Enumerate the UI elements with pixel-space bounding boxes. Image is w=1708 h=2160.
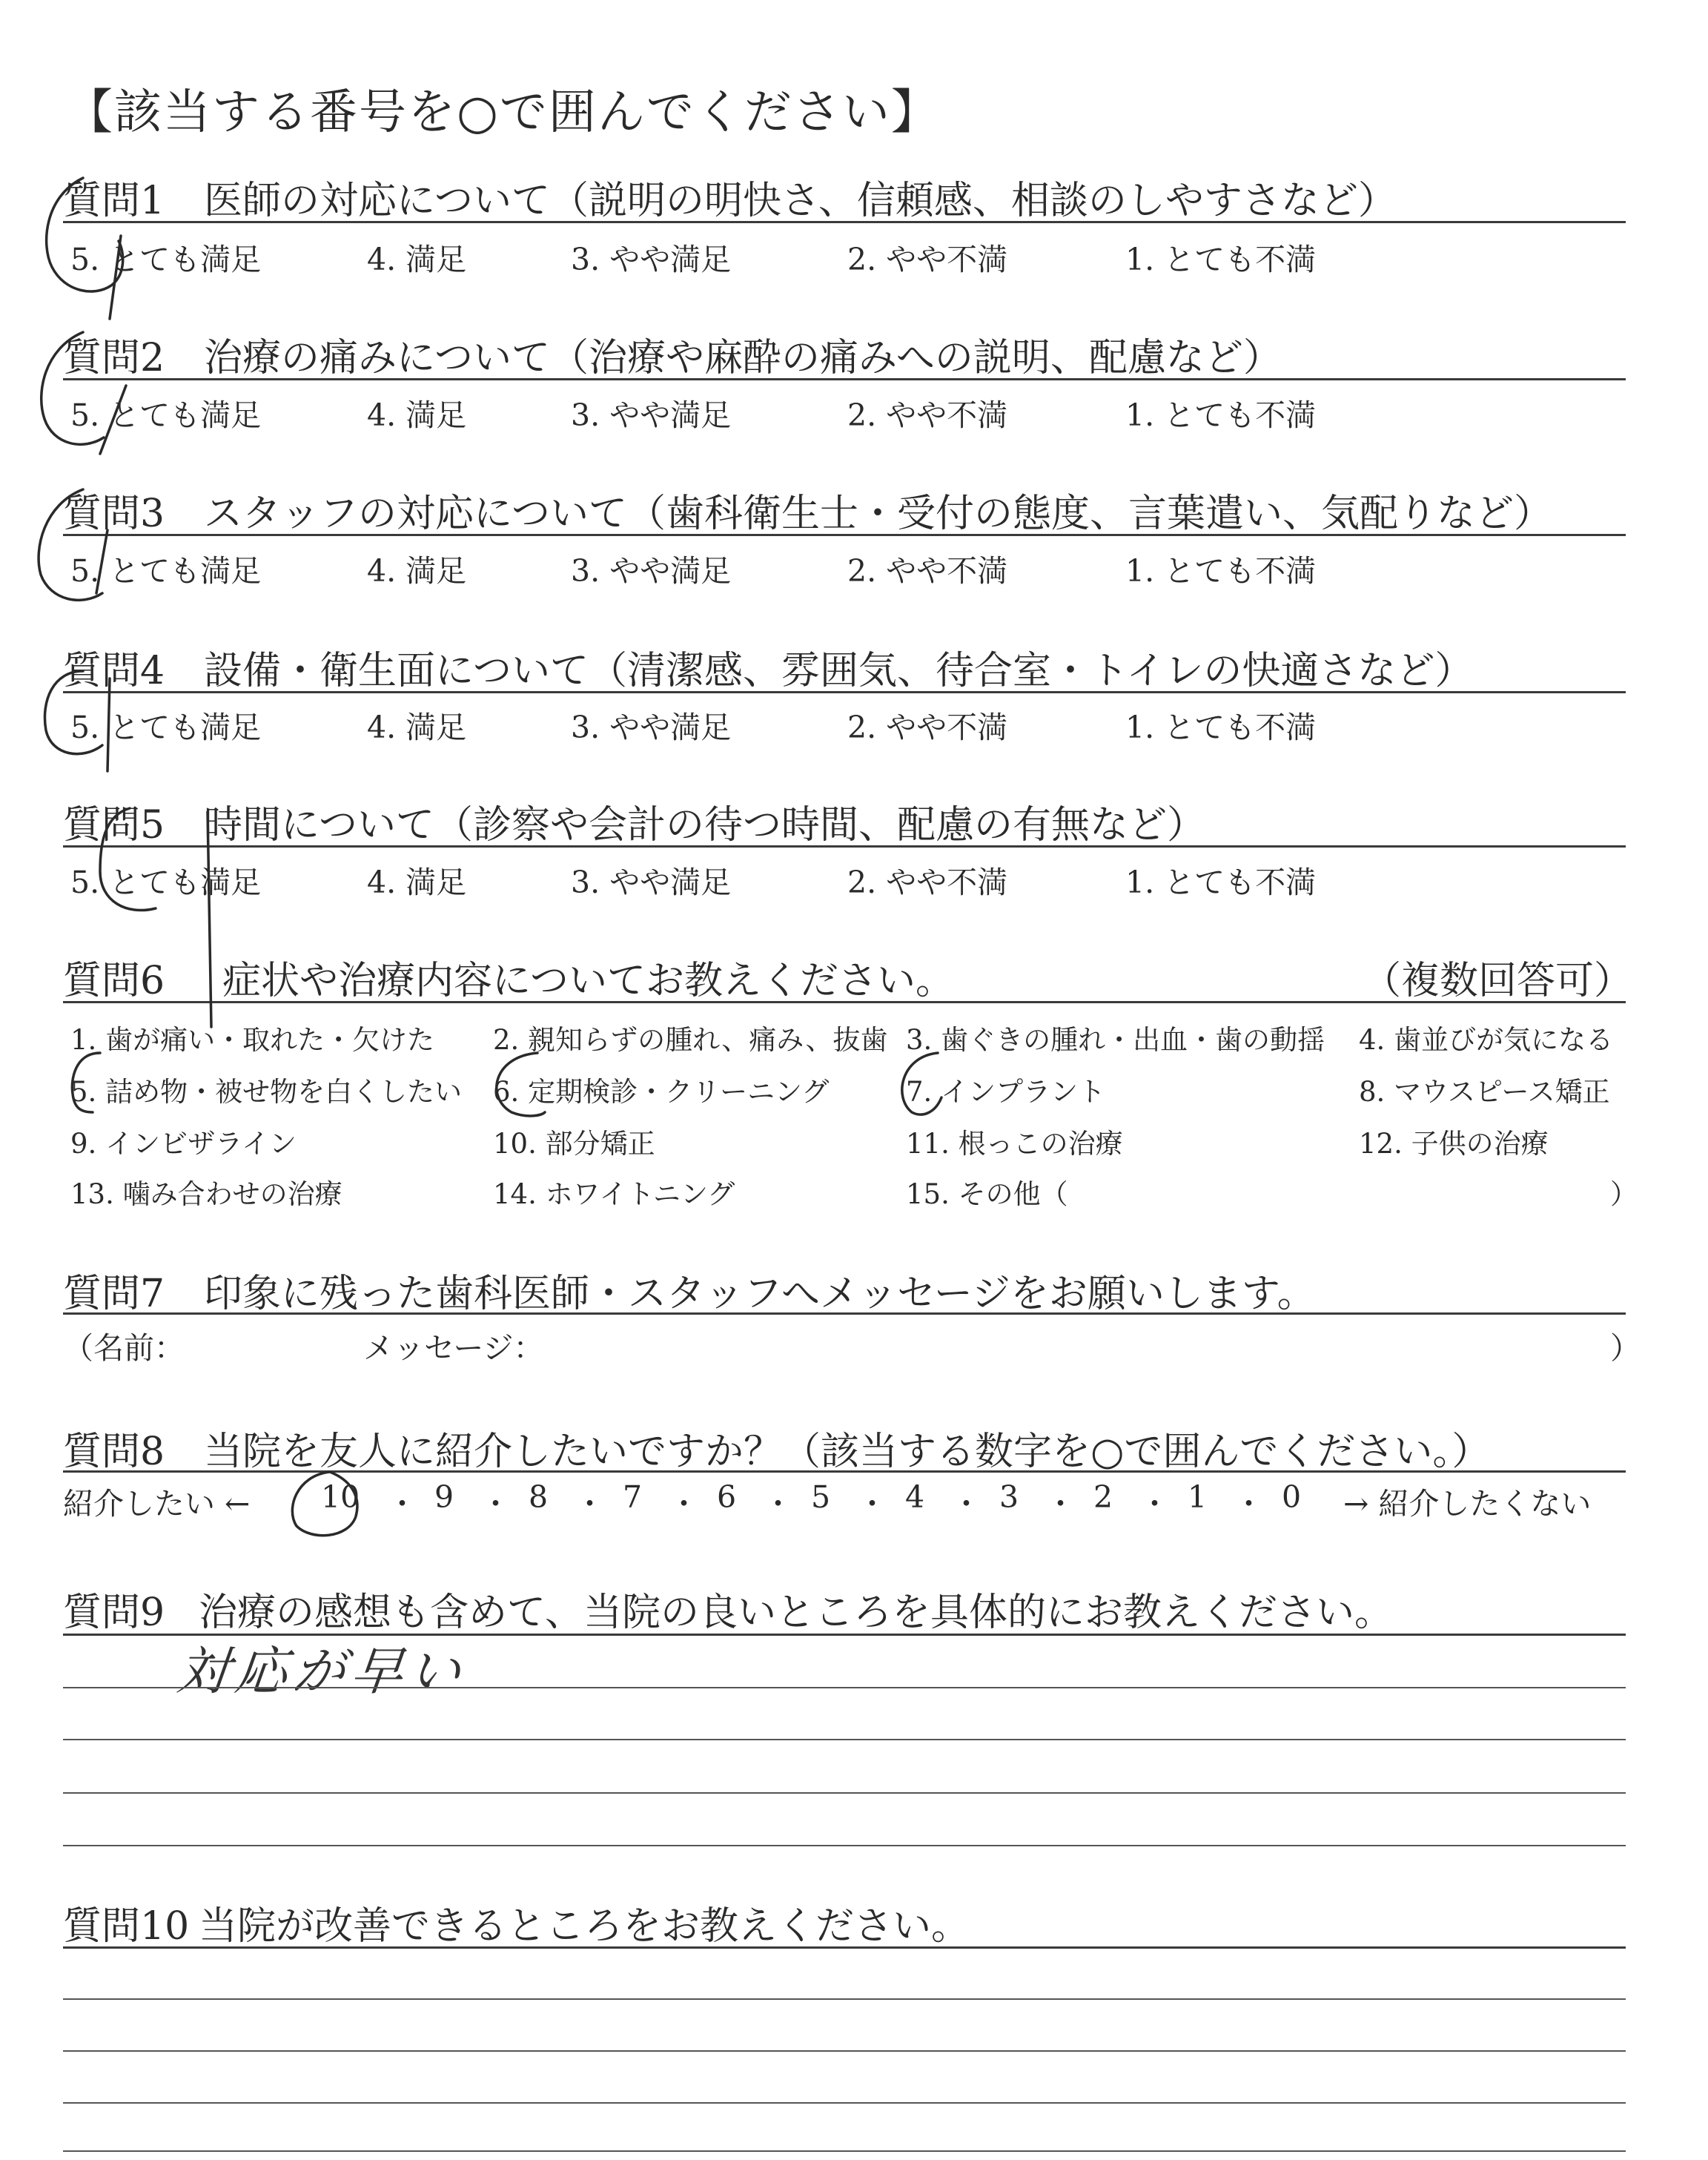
q7-rule	[63, 1312, 1626, 1315]
q7-message-label: メッセージ：	[363, 1330, 544, 1366]
q2-option-2[interactable]: 2. やや不満	[847, 397, 1008, 433]
q8-left-label: 紹介したい ←	[63, 1486, 251, 1522]
q6-item-6[interactable]: 6. 定期検診・クリーニング	[493, 1076, 830, 1108]
q2-label: 質問2	[63, 336, 165, 380]
q3-text: スタッフの対応について（歯科衛生士・受付の態度、言葉遣い、気配りなど）	[204, 492, 1552, 536]
q9-answer-line	[63, 1792, 1626, 1794]
q8-separator: ・	[857, 1486, 887, 1522]
q1-rule	[63, 221, 1626, 223]
q3-option-3[interactable]: 3. やや満足	[571, 553, 732, 589]
q8-separator: ・	[1234, 1486, 1264, 1522]
q1-option-1[interactable]: 1. とても不満	[1125, 242, 1317, 277]
q1-option-5[interactable]: 5. とても満足	[70, 242, 262, 277]
q8-score-3[interactable]: 3	[999, 1479, 1019, 1515]
q6-text: 症状や治療内容についてお教えください。	[222, 959, 954, 1003]
q6-item-7[interactable]: 7. インプラント	[906, 1076, 1106, 1108]
q5-option-4[interactable]: 4. 満足	[367, 865, 467, 900]
q6-item-15[interactable]: 15. その他（	[906, 1178, 1068, 1210]
q6-item-13[interactable]: 13. 噛み合わせの治療	[70, 1178, 342, 1210]
q6-item-5[interactable]: 5. 詰め物・被せ物を白くしたい	[70, 1076, 463, 1108]
q10-answer-line	[63, 1998, 1626, 2000]
q5-option-3[interactable]: 3. やや満足	[571, 865, 732, 900]
q8-score-9[interactable]: 9	[434, 1479, 454, 1515]
q8-text: 当院を友人に紹介したいですか？（該当する数字を○で囲んでください。）	[204, 1430, 1491, 1474]
q8-separator: ・	[1045, 1486, 1076, 1522]
q8-separator: ・	[480, 1486, 511, 1522]
q9-answer-line	[63, 1687, 1626, 1688]
q4-rule	[63, 691, 1626, 693]
q4-option-4[interactable]: 4. 満足	[367, 710, 467, 745]
q3-option-5[interactable]: 5. とても満足	[70, 553, 262, 589]
q5-option-1[interactable]: 1. とても不満	[1125, 865, 1317, 900]
q4-text: 設備・衛生面について（清潔感、雰囲気、待合室・トイレの快適さなど）	[204, 649, 1474, 693]
q6-item-8[interactable]: 8. マウスピース矯正	[1359, 1076, 1610, 1108]
q8-separator: ・	[1139, 1486, 1170, 1522]
q8-right-label: → 紹介したくない	[1343, 1486, 1592, 1522]
q8-score-0[interactable]: 0	[1282, 1479, 1302, 1515]
q9-answer-line	[63, 1845, 1626, 1846]
q8-rule	[63, 1470, 1626, 1473]
q6-label: 質問6	[63, 959, 165, 1003]
q10-label: 質問10	[63, 1904, 190, 1949]
q1-label: 質問1	[63, 179, 165, 223]
q6-note: （複数回答可）	[1363, 959, 1633, 1003]
q3-label: 質問3	[63, 492, 165, 536]
q7-name-label: （名前：	[63, 1330, 185, 1366]
q3-option-4[interactable]: 4. 満足	[367, 553, 467, 589]
q2-option-1[interactable]: 1. とても不満	[1125, 397, 1317, 433]
q6-item-9[interactable]: 9. インビザライン	[70, 1128, 297, 1160]
q6-item-1[interactable]: 1. 歯が痛い・取れた・欠けた	[70, 1024, 435, 1056]
q6-item-10[interactable]: 10. 部分矯正	[493, 1128, 655, 1160]
q6-item-11[interactable]: 11. 根っこの治療	[906, 1128, 1123, 1160]
q2-option-5[interactable]: 5. とても満足	[70, 397, 262, 433]
q10-answer-line	[63, 2150, 1626, 2152]
q3-rule	[63, 534, 1626, 536]
q8-label: 質問8	[63, 1430, 165, 1474]
q1-option-2[interactable]: 2. やや不満	[847, 242, 1008, 277]
q1-option-3[interactable]: 3. やや満足	[571, 242, 732, 277]
q9-handwritten-answer[interactable]: 対応が早い	[174, 1641, 470, 1702]
q5-label: 質問5	[63, 803, 165, 848]
q9-label: 質問9	[63, 1591, 165, 1635]
q5-rule	[63, 845, 1626, 848]
q9-answer-line	[63, 1739, 1626, 1740]
q5-option-5[interactable]: 5. とても満足	[70, 865, 262, 900]
q8-score-1[interactable]: 1	[1188, 1479, 1208, 1515]
q6-item-14[interactable]: 14. ホワイトニング	[493, 1178, 735, 1210]
q8-score-6[interactable]: 6	[717, 1479, 737, 1515]
q6-rule	[63, 1001, 1626, 1003]
q4-label: 質問4	[63, 649, 165, 693]
q3-option-2[interactable]: 2. やや不満	[847, 553, 1008, 589]
q2-text: 治療の痛みについて（治療や麻酔の痛みへの説明、配慮など）	[204, 336, 1282, 380]
q8-separator: ・	[669, 1486, 699, 1522]
q8-score-10[interactable]: 10	[321, 1479, 360, 1515]
q10-answer-line	[63, 2050, 1626, 2052]
q4-option-5[interactable]: 5. とても満足	[70, 710, 262, 745]
q6-other-close-paren: ）	[1610, 1178, 1638, 1210]
q8-separator: ・	[951, 1486, 982, 1522]
q2-rule	[63, 378, 1626, 380]
q10-answer-line	[63, 2102, 1626, 2104]
q4-option-1[interactable]: 1. とても不満	[1125, 710, 1317, 745]
q2-option-3[interactable]: 3. やや満足	[571, 397, 732, 433]
q5-text: 時間について（診察や会計の待つ時間、配慮の有無など）	[204, 803, 1205, 848]
q8-separator: ・	[575, 1486, 605, 1522]
q1-text: 医師の対応について（説明の明快さ、信頼感、相談のしやすさなど）	[204, 179, 1397, 223]
q8-score-7[interactable]: 7	[623, 1479, 643, 1515]
q6-item-4[interactable]: 4. 歯並びが気になる	[1359, 1024, 1614, 1056]
q8-score-8[interactable]: 8	[529, 1479, 549, 1515]
q10-text: 当院が改善できるところをお教えください。	[199, 1904, 970, 1949]
q8-score-4[interactable]: 4	[905, 1479, 925, 1515]
q4-option-3[interactable]: 3. やや満足	[571, 710, 732, 745]
q6-item-2[interactable]: 2. 親知らずの腫れ、痛み、抜歯	[493, 1024, 888, 1056]
q1-option-4[interactable]: 4. 満足	[367, 242, 467, 277]
q6-item-3[interactable]: 3. 歯ぐきの腫れ・出血・歯の動揺	[906, 1024, 1325, 1056]
q5-option-2[interactable]: 2. やや不満	[847, 865, 1008, 900]
q3-option-1[interactable]: 1. とても不満	[1125, 553, 1317, 589]
q9-text: 治療の感想も含めて、当院の良いところを具体的にお教えください。	[199, 1591, 1393, 1635]
q10-rule	[63, 1946, 1626, 1949]
q8-score-2[interactable]: 2	[1093, 1479, 1113, 1515]
q8-separator: ・	[387, 1486, 417, 1522]
q2-option-4[interactable]: 4. 満足	[367, 397, 467, 433]
q7-close-paren: ）	[1610, 1330, 1641, 1366]
q4-option-2[interactable]: 2. やや不満	[847, 710, 1008, 745]
q6-item-12[interactable]: 12. 子供の治療	[1359, 1128, 1549, 1160]
q8-score-5[interactable]: 5	[811, 1479, 831, 1515]
form-title: 【該当する番号を○で囲んでください】	[65, 85, 940, 140]
q8-separator: ・	[763, 1486, 793, 1522]
q7-text: 印象に残った歯科医師・スタッフへメッセージをお願いします。	[204, 1272, 1316, 1316]
q7-label: 質問7	[63, 1272, 165, 1316]
